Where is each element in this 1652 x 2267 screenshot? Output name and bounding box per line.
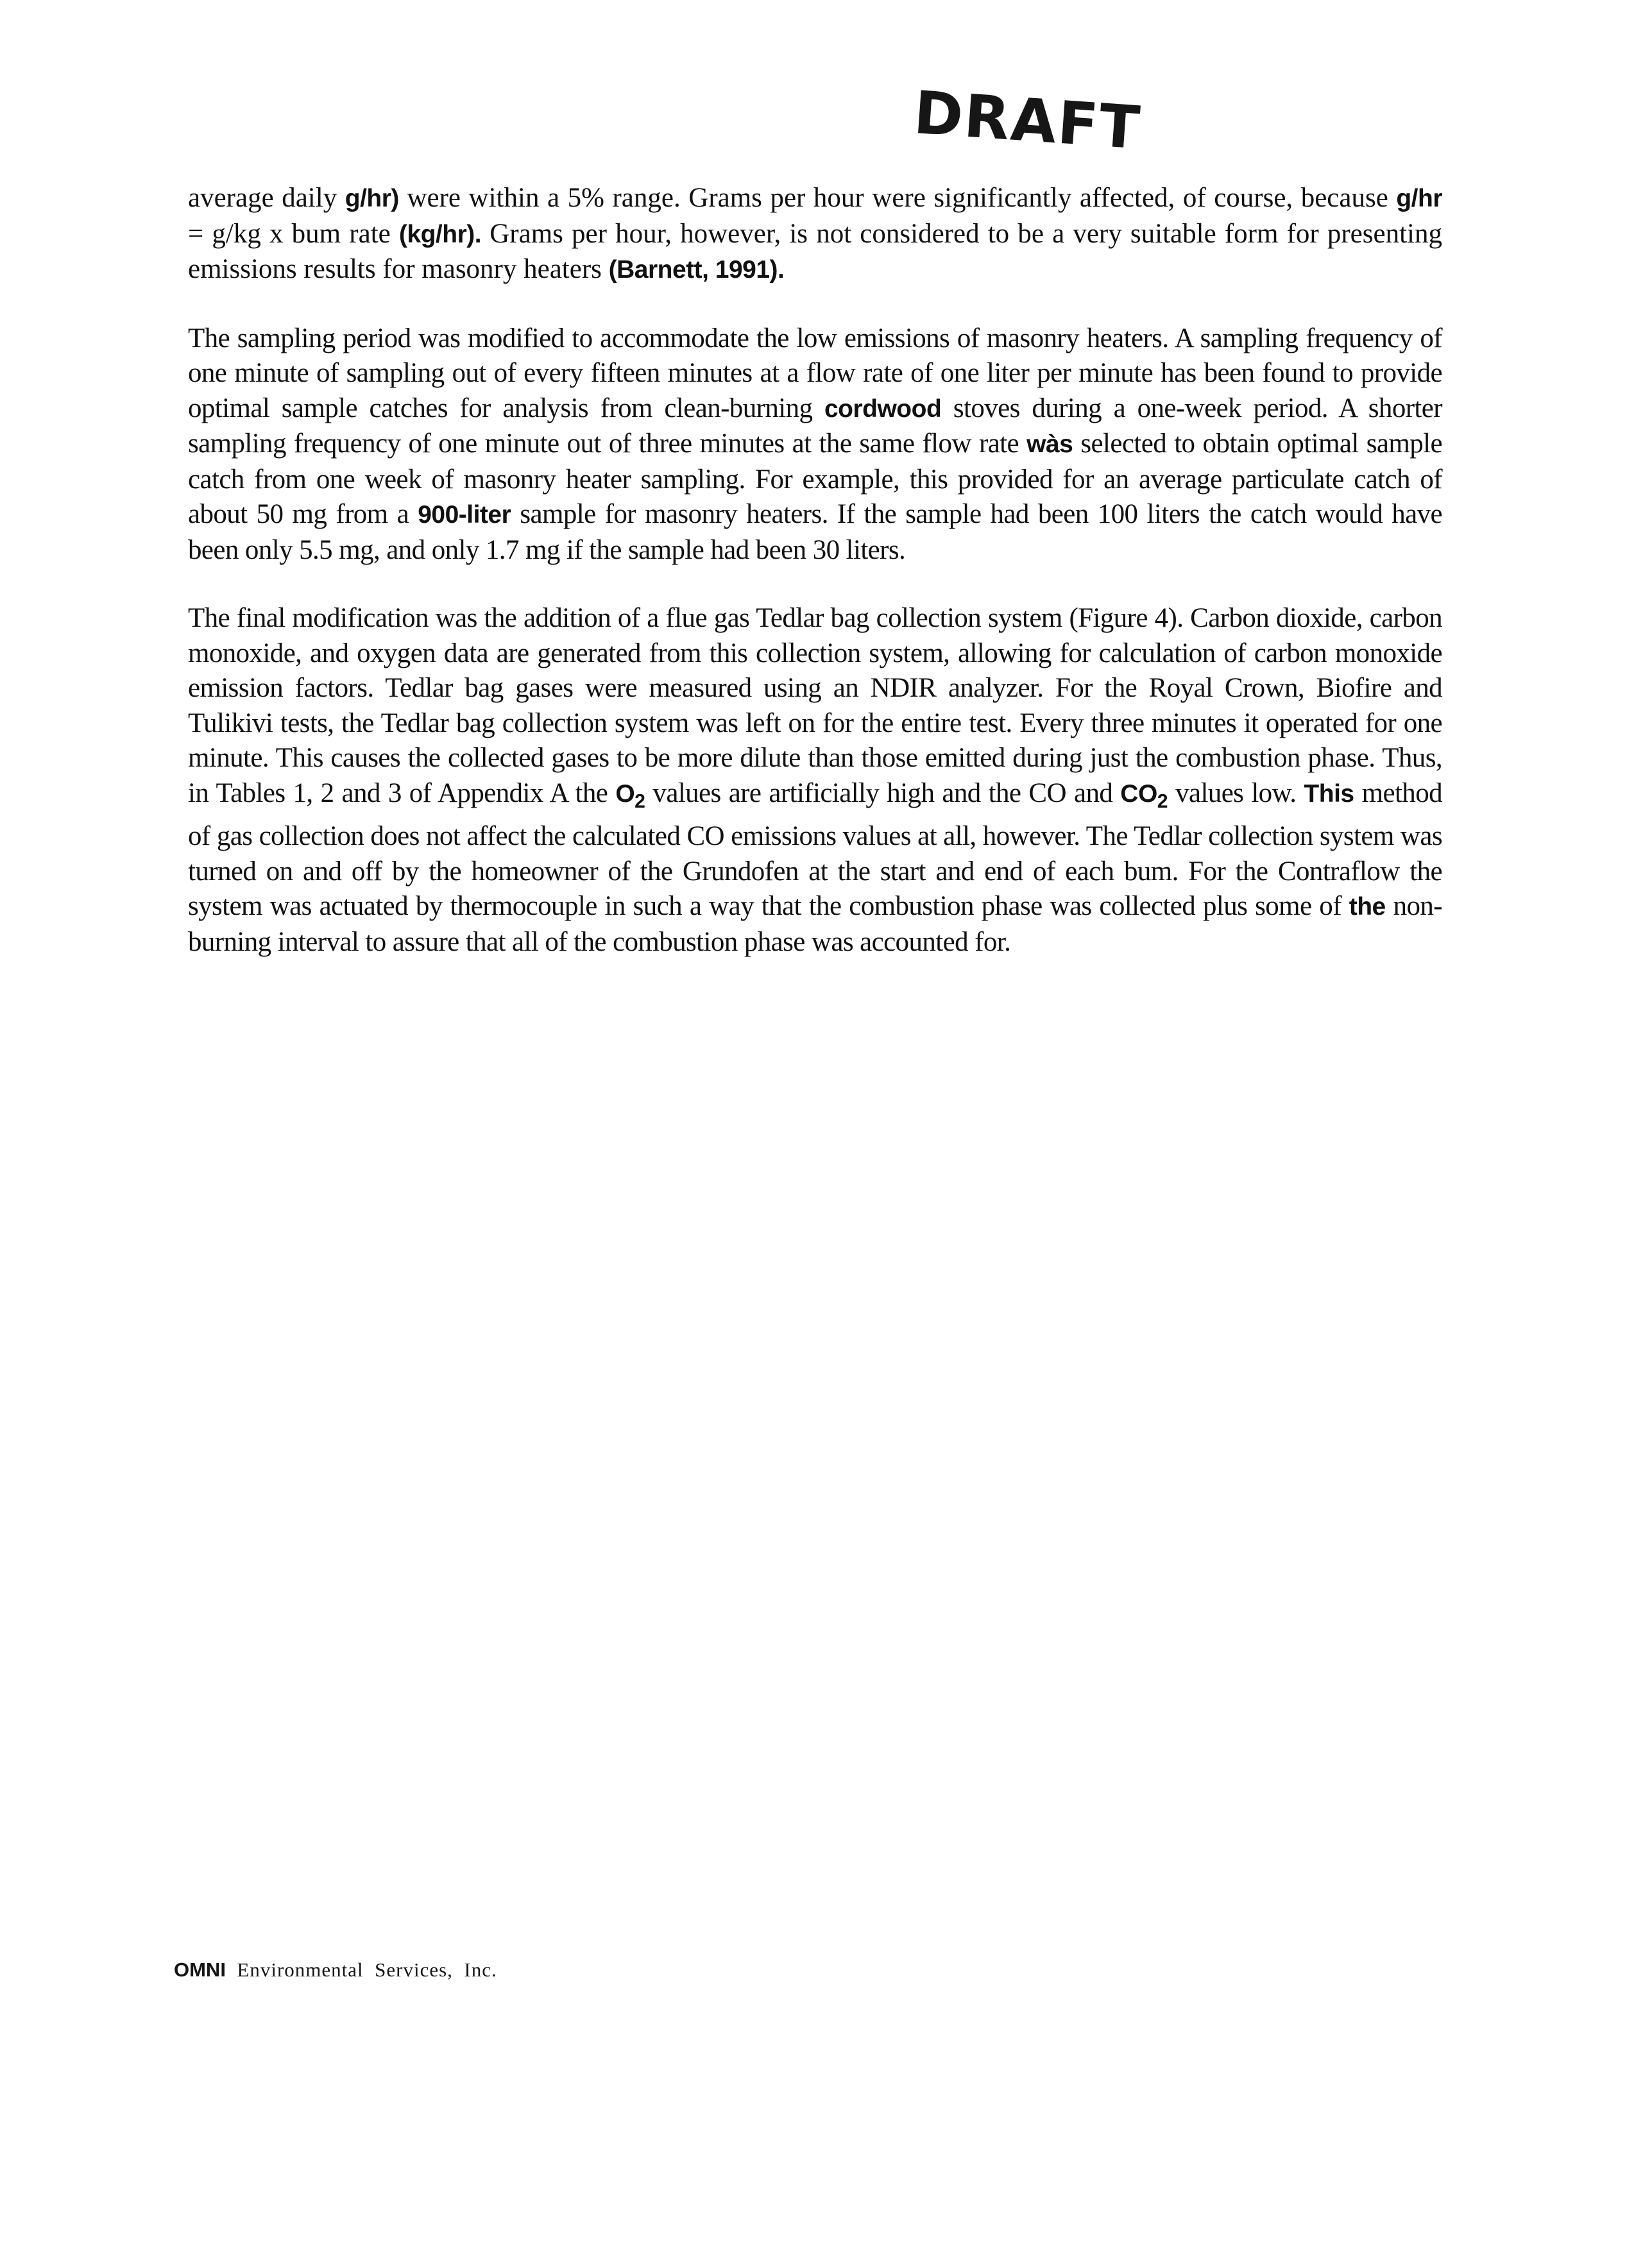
bold-term: the bbox=[1349, 893, 1386, 921]
chem-subscript: 2 bbox=[1157, 790, 1168, 812]
bold-term: g/hr bbox=[1396, 185, 1443, 212]
bold-term: wàs bbox=[1026, 430, 1073, 458]
chem-oxygen: O bbox=[615, 779, 635, 808]
bold-term: 900-liter bbox=[418, 501, 511, 529]
text-run: values are artificially high and the CO and bbox=[645, 777, 1121, 808]
footer-company-bold: OMNI bbox=[174, 1958, 226, 1981]
text-run: The final modification was the addition of a flue gas Tedlar bag collection system (Figure 4). Carbon dioxide, carbon monoxide, and oxygen data are generated from this collection system, allowing for calculation of carbon monoxide emission factors. Tedlar bag gases were measured using an NDIR analyzer. For the Royal Crown, Biofire and Tulikivi tests, the Tedlar bag collection system was left on for the entire test. Every three minutes it operated for one minute. This causes the collected gases to be more dilute than those emitted during just the combustion phase. Thus, in Tables 1, 2 and 3 of Appendix A the bbox=[188, 603, 1442, 808]
text-run: sample for masonry heaters. If the sample had been 100 liters the catch would have been only 5.5 mg, and only 1.7 mg if the sample had been 30 liters. bbox=[188, 499, 1442, 565]
text-run: average daily bbox=[188, 183, 345, 213]
text-run: = g/kg x bum rate bbox=[188, 218, 399, 249]
text-run: The sampling period was modified to accommodate the low emissions of masonry heaters. A sampling frequency of one minute of sampling out of every fifteen minutes at a flow rate of one liter per minute has been found to provide optimal sample catches for analysis from clean-burning bbox=[188, 323, 1442, 423]
paragraph-tedlar-bag bbox=[188, 601, 1442, 960]
bold-term: g/hr) bbox=[345, 185, 399, 212]
text-run: were within a 5% range. Grams per hour were significantly affected, of course, because bbox=[398, 183, 1397, 213]
footer-company-rest: Environmental Services, Inc. bbox=[225, 1958, 497, 1981]
document-body bbox=[188, 181, 1442, 993]
text-run: Grams per hour, however, is not considered to be a very suitable form for presenting emissions results for masonry heaters bbox=[188, 218, 1442, 284]
paragraph-sampling-period bbox=[188, 321, 1442, 568]
text-run: values low. bbox=[1168, 777, 1304, 808]
chem-carbon-dioxide: CO bbox=[1120, 779, 1157, 808]
text-run: method of gas collection does not affect the calculated CO emissions values at all, however. The Tedlar collection system was turned on and off by the homeowner of the Grundofen at the start and end of each bum. For the Contraflow the system was actuated by thermocouple in such a way that the combustion phase was collected plus some of bbox=[188, 777, 1442, 922]
draft-stamp: DRAFT bbox=[912, 78, 1143, 163]
text-run: stoves during a one-week period. A shorter sampling frequency of one minute out of three minutes at the same flow rate bbox=[188, 393, 1442, 459]
bold-term: cordwood bbox=[824, 395, 942, 423]
bold-term: (kg/hr). bbox=[398, 220, 482, 248]
text-run: non-burning interval to assure that all of the combustion phase was accounted for. bbox=[188, 891, 1442, 957]
citation: (Barnett, 1991). bbox=[608, 256, 785, 284]
text-run: selected to obtain optimal sample catch from one week of masonry heater sampling. For example, this provided for an average particulate catch of about 50 mg from a bbox=[188, 429, 1442, 529]
bold-term: This bbox=[1304, 779, 1354, 808]
page-footer bbox=[174, 1958, 497, 1982]
chem-subscript: 2 bbox=[634, 790, 645, 812]
paragraph-emission-units bbox=[188, 181, 1442, 288]
